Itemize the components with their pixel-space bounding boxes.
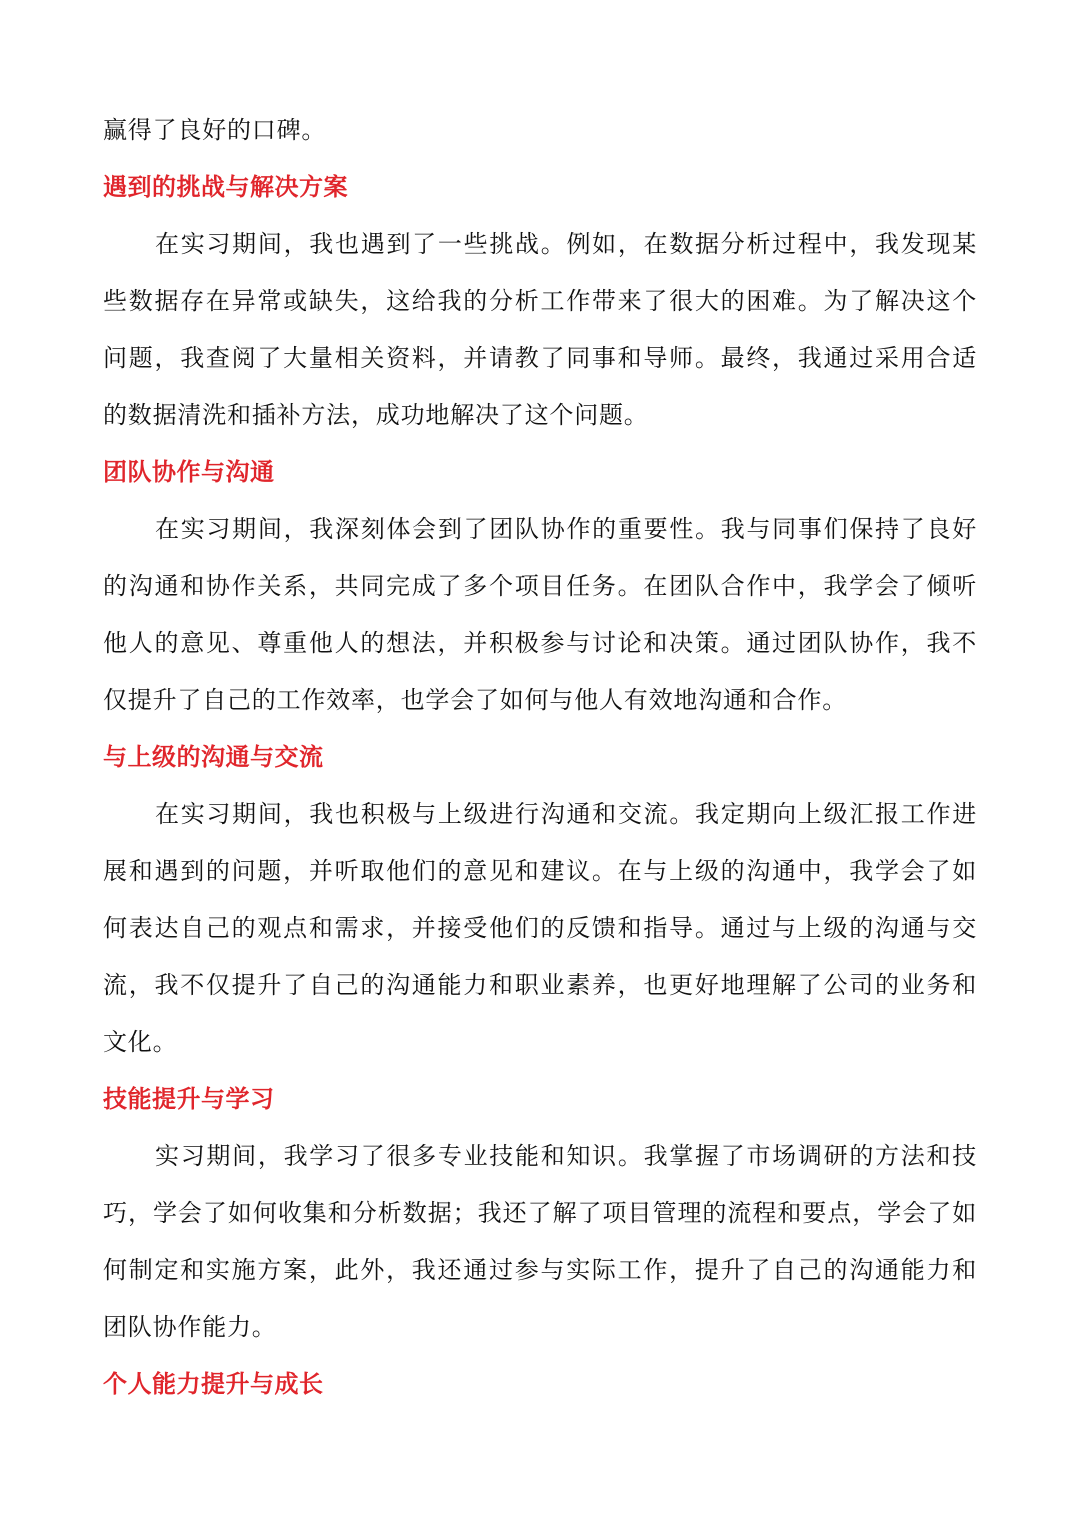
paragraph-intro-tail [103,114,977,147]
text-line: 实习期间，我学习了很多专业技能和知识。我掌握了市场调研的方法和技 [155,1142,977,1170]
text-line: 问题，我查阅了大量相关资料，并请教了同事和导师。最终，我通过采用合适 [103,344,977,372]
text-line: 在实习期间，我也遇到了一些挑战。例如，在数据分析过程中，我发现某 [155,230,977,258]
text-line: 文化。 [103,1028,178,1056]
text-line: 在实习期间，我深刻体会到了团队协作的重要性。我与同事们保持了良好 [155,515,977,543]
section-heading-skills: 技能提升与学习 [103,1085,275,1113]
text-line: 巧，学会了如何收集和分析数据；我还了解了项目管理的流程和要点，学会了如 [103,1199,977,1227]
text-line: 在实习期间，我也积极与上级进行沟通和交流。我定期向上级汇报工作进 [155,800,977,828]
paragraph-teamwork [103,513,977,717]
text-line: 何表达自己的观点和需求，并接受他们的反馈和指导。通过与上级的沟通与交 [103,914,977,942]
text-line: 团队协作能力。 [103,1313,277,1341]
paragraph-supervisor-communication [103,798,977,1059]
text-line: 展和遇到的问题，并听取他们的意见和建议。在与上级的沟通中，我学会了如 [103,857,977,885]
paragraph-skills [103,1140,977,1344]
section-heading-supervisor-communication: 与上级的沟通与交流 [103,743,324,771]
section-heading-personal-growth: 个人能力提升与成长 [103,1370,324,1398]
text-line: 赢得了良好的口碑。 [103,116,327,144]
text-line: 何制定和实施方案，此外，我还通过参与实际工作，提升了自己的沟通能力和 [103,1256,977,1284]
text-line: 些数据存在异常或缺失，这给我的分析工作带来了很大的困难。为了解决这个 [103,287,977,315]
text-line: 的数据清洗和插补方法，成功地解决了这个问题。 [103,401,649,429]
section-heading-teamwork: 团队协作与沟通 [103,458,275,486]
text-line: 仅提升了自己的工作效率，也学会了如何与他人有效地沟通和合作。 [103,686,847,714]
paragraph-challenges [103,228,977,432]
text-line: 他人的意见、尊重他人的想法，并积极参与讨论和决策。通过团队协作，我不 [103,629,977,657]
text-line: 的沟通和协作关系，共同完成了多个项目任务。在团队合作中，我学会了倾听 [103,572,977,600]
text-line: 流，我不仅提升了自己的沟通能力和职业素养，也更好地理解了公司的业务和 [103,971,977,999]
section-heading-challenges: 遇到的挑战与解决方案 [103,173,348,201]
